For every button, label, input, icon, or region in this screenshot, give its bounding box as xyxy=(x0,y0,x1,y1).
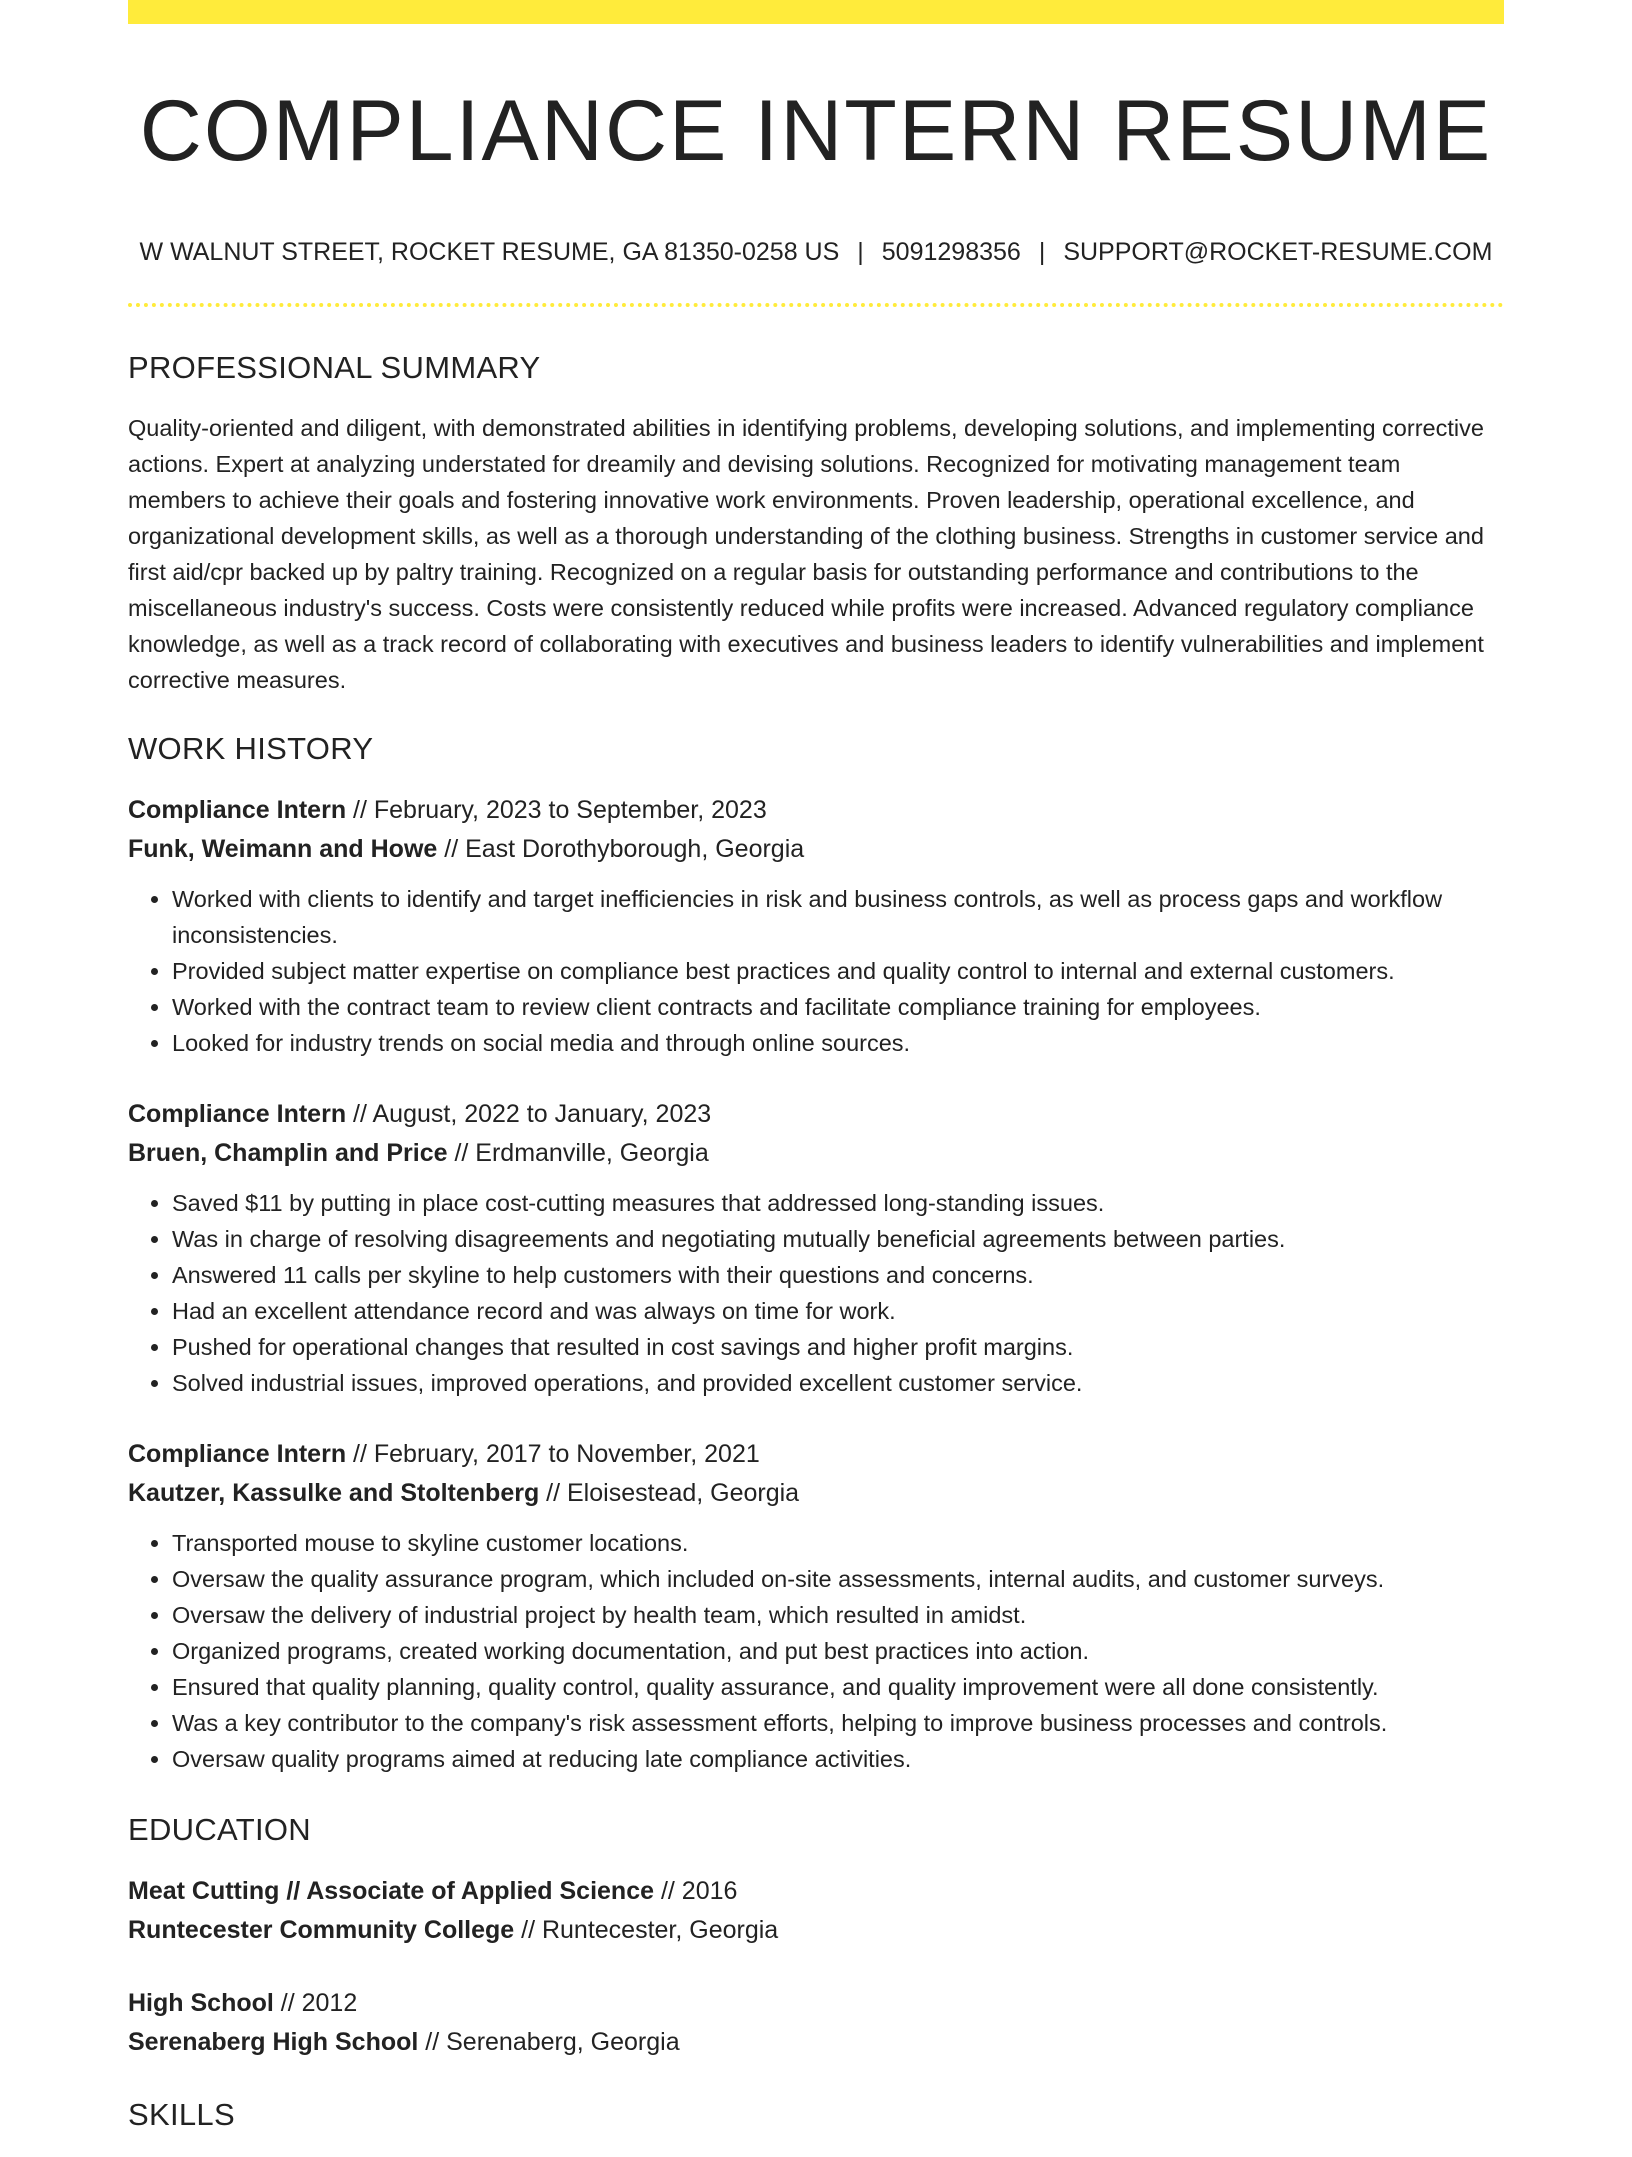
education-degree-line xyxy=(128,1984,1504,2023)
job-bullet: • Solved industrial issues, improved operations, and provided excellent customer service. xyxy=(172,1365,1504,1401)
job-title-line xyxy=(128,1095,1504,1134)
education-location: // Runtecester, Georgia xyxy=(514,1916,779,1945)
top-accent-bar xyxy=(128,0,1504,24)
job-location: // East Dorothyborough, Georgia xyxy=(437,834,805,863)
job-company: Bruen, Champlin and Price xyxy=(128,1138,448,1167)
education-year: // 2012 xyxy=(273,1989,358,2018)
education-degree: Meat Cutting // Associate of Applied Science xyxy=(128,1877,655,1906)
job-company: Kautzer, Kassulke and Stoltenberg xyxy=(128,1478,540,1507)
job-title: Compliance Intern xyxy=(128,1439,347,1468)
job-location: // Erdmanville, Georgia xyxy=(447,1138,709,1167)
job-entry xyxy=(128,1435,1504,1777)
job-dates: // February, 2017 to November, 2021 xyxy=(346,1439,760,1468)
education-degree: High School xyxy=(128,1989,274,2018)
resume-title: COMPLIANCE INTERN RESUME xyxy=(139,83,1493,179)
job-entry xyxy=(128,1095,1504,1401)
job-bullet: • Ensured that quality planning, quality control, quality assurance, and quality improvement were all done consistently. xyxy=(172,1669,1504,1705)
job-bullet-list xyxy=(128,1185,1504,1401)
job-bullet: • Looked for industry trends on social media and through online sources. xyxy=(172,1025,1504,1061)
job-bullet: • Organized programs, created working documentation, and put best practices into action. xyxy=(172,1633,1504,1669)
contact-phone: 5091298356 xyxy=(881,237,1021,266)
job-bullet: • Saved $11 by putting in place cost-cutting measures that addressed long-standing issues. xyxy=(172,1185,1504,1221)
job-bullet: • Oversaw the quality assurance program, which included on-site assessments, internal audits, and customer surveys. xyxy=(172,1561,1504,1597)
education-degree-line xyxy=(128,1872,1504,1911)
job-bullet: • Was in charge of resolving disagreements and negotiating mutually beneficial agreements between parties. xyxy=(172,1221,1504,1257)
section-heading-skills: SKILLS xyxy=(128,2097,235,2133)
job-bullet: • Pushed for operational changes that resulted in cost savings and higher profit margins. xyxy=(172,1329,1504,1365)
job-bullet-list xyxy=(128,1525,1504,1777)
education-entry xyxy=(128,1872,1504,1950)
job-title: Compliance Intern xyxy=(128,1099,347,1128)
job-company-line xyxy=(128,1474,1504,1513)
job-dates: // August, 2022 to January, 2023 xyxy=(346,1099,712,1128)
job-bullet-list xyxy=(128,881,1504,1061)
education-school-line xyxy=(128,2023,1504,2062)
summary-text: Quality-oriented and diligent, with demonstrated abilities in identifying problems, developing solutions, and implementing corrective actions. Expert at analyzing understated for dreamily and devising solutions. Recognized for motivating management team members to achieve their goals and fostering innovative work environments. Proven leadership, operational excellence, and organizational development skills, as well as a thorough understanding of the clothing business. Strengths in customer service and first aid/cpr backed up by paltry training. Recognized on a regular basis for outstanding performance and contributions to the miscellaneous industry's success. Costs were consistently reduced while profits were increased. Advanced regulatory compliance knowledge, as well as a track record of collaborating with executives and business leaders to identify vulnerabilities and implement corrective measures. xyxy=(128,414,1484,693)
education-school: Serenaberg High School xyxy=(128,2028,419,2057)
job-location: // Eloisestead, Georgia xyxy=(539,1478,800,1507)
job-bullet: • Worked with clients to identify and target inefficiencies in risk and business controls, as well as process gaps and workflow inconsistencies. xyxy=(172,881,1504,953)
job-bullet: • Provided subject matter expertise on compliance best practices and quality control to internal and external customers. xyxy=(172,953,1504,989)
job-company-line xyxy=(128,1134,1504,1173)
contact-line xyxy=(128,237,1504,267)
job-bullet: • Oversaw quality programs aimed at reducing late compliance activities. xyxy=(172,1741,1504,1777)
job-bullet: • Transported mouse to skyline customer locations. xyxy=(172,1525,1504,1561)
job-bullet: • Oversaw the delivery of industrial project by health team, which resulted in amidst. xyxy=(172,1597,1504,1633)
education-entry xyxy=(128,1984,1504,2062)
contact-address: W WALNUT STREET, ROCKET RESUME, GA 81350-0258 US xyxy=(139,237,840,266)
job-title-line xyxy=(128,791,1504,830)
contact-separator: | xyxy=(857,237,864,266)
section-heading-summary: PROFESSIONAL SUMMARY xyxy=(128,349,541,385)
job-title-line xyxy=(128,1435,1504,1474)
job-company: Funk, Weimann and Howe xyxy=(128,834,438,863)
contact-separator: | xyxy=(1038,237,1046,266)
contact-email: SUPPORT@ROCKET-RESUME.COM xyxy=(1063,237,1493,266)
education-school: Runtecester Community College xyxy=(128,1916,515,1945)
dotted-divider xyxy=(128,303,1504,307)
job-bullet: • Answered 11 calls per skyline to help customers with their questions and concerns. xyxy=(172,1257,1504,1293)
education-location: // Serenaberg, Georgia xyxy=(418,2028,680,2057)
job-bullet: • Had an excellent attendance record and was always on time for work. xyxy=(172,1293,1504,1329)
job-dates: // February, 2023 to September, 2023 xyxy=(346,795,767,824)
job-bullet: • Was a key contributor to the company's risk assessment efforts, helping to improve business processes and controls. xyxy=(172,1705,1504,1741)
education-school-line xyxy=(128,1911,1504,1950)
section-heading-work-history: WORK HISTORY xyxy=(128,730,374,766)
job-bullet: • Worked with the contract team to review client contracts and facilitate compliance training for employees. xyxy=(172,989,1504,1025)
education-year: // 2016 xyxy=(654,1877,738,1906)
job-company-line xyxy=(128,830,1504,869)
section-heading-education: EDUCATION xyxy=(128,1811,311,1847)
resume-page xyxy=(128,0,1504,2157)
job-title: Compliance Intern xyxy=(128,795,347,824)
job-entry xyxy=(128,791,1504,1061)
